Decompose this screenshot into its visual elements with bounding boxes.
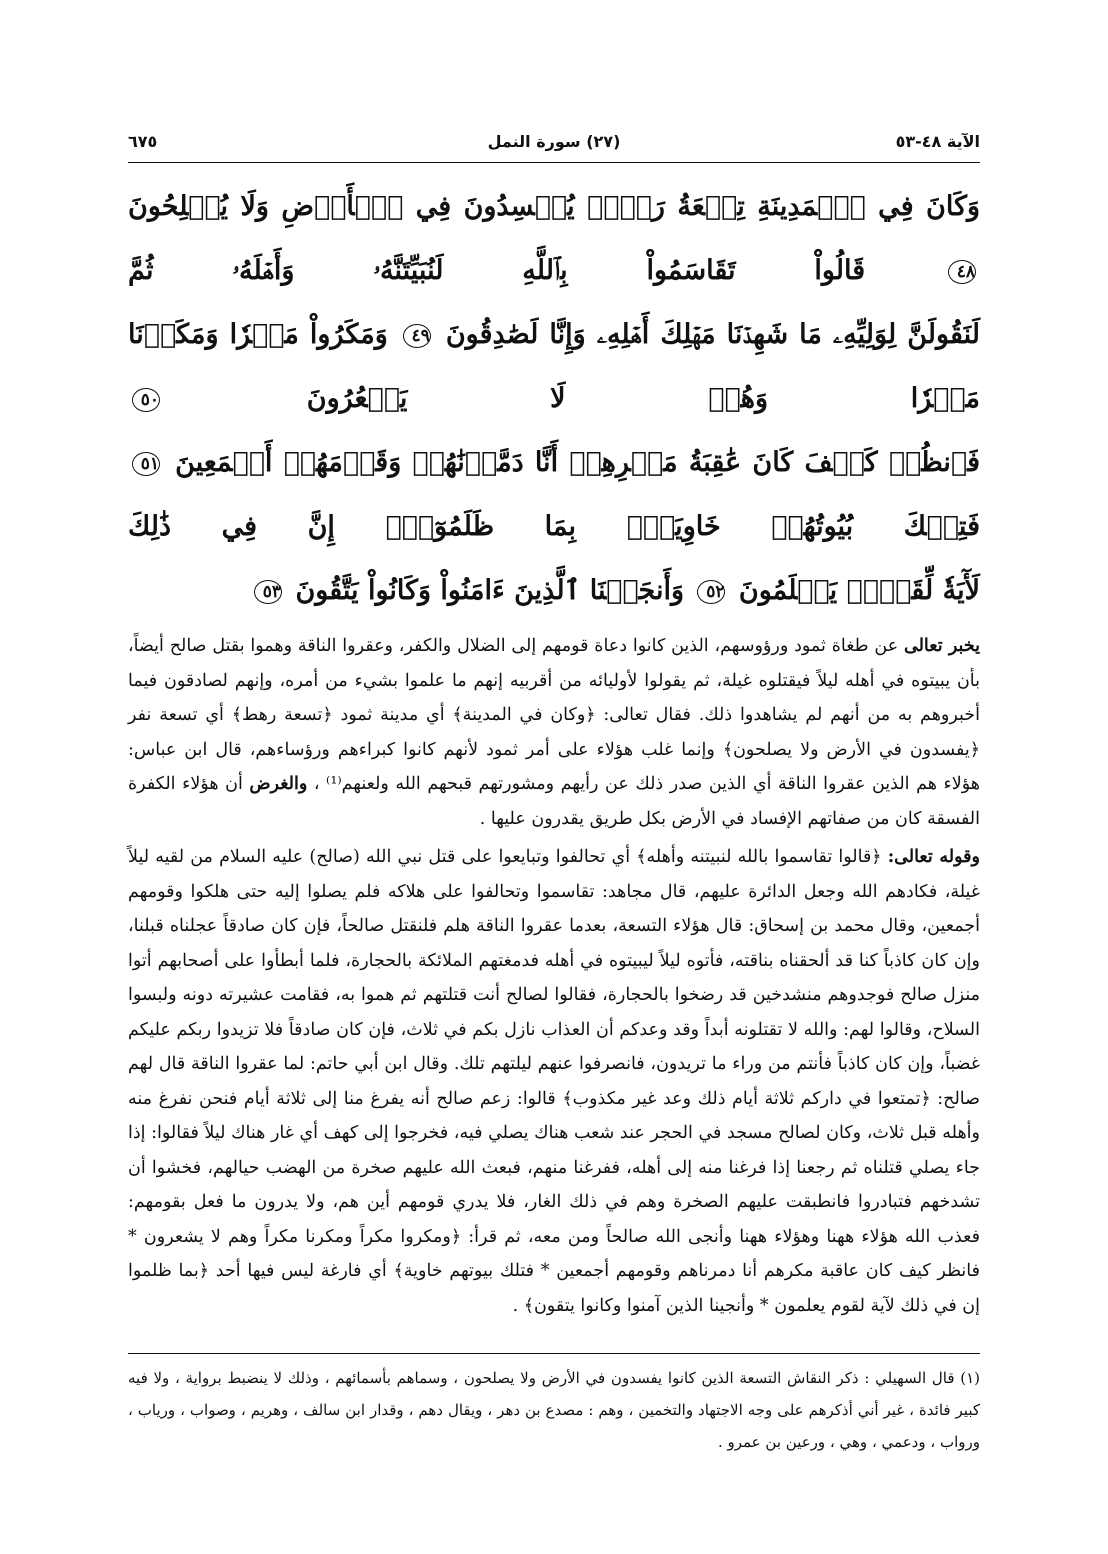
paragraph-text: أن هؤلاء الكفرة الفسقة كان من صفاتهم الإفساد في الأرض بكل طريق يقدرون عليها . — [128, 774, 980, 829]
tafsir-commentary — [128, 629, 980, 1323]
surah-title: (٢٧) سورة النمل — [487, 131, 621, 151]
ayah-number-mark: ٥٢ — [697, 580, 725, 604]
verse-range: الآية ٤٨-٥٣ — [895, 131, 980, 151]
quran-text: وَكَانَ فِي ٱلۡمَدِينَةِ تِسۡعَةُ رَهۡطٖ يُفۡسِدُونَ فِي ٱلۡأَرۡضِ وَلَا يُصۡلِحُونَ — [128, 191, 980, 222]
footnote-1: (١) قال السهيلي : ذكر النقاش التسعة الذين كانوا يفسدون في الأرض ولا يصلحون ، وسماهم بأسمائهم ، وذلك لا ينضبط برواية ، ولا فيه كبير فائدة ، غير أني أذكرهم على وجه الاجتهاد والتخمين ، وهم : مصدع بن دهر ، ويقال دهم ، وقدار ابن سالف ، وهريم ، وصواب ، ورياب ، ورواب ، ودعمي ، وهي ، ورعين بن عمرو . — [128, 1369, 980, 1451]
quran-text: لَأٓيَةٗ لِّقَوۡمٖ يَعۡلَمُونَ — [738, 575, 980, 606]
tafsir-paragraph — [128, 840, 980, 1323]
ayah-number-mark: ٥٠ — [132, 388, 160, 412]
quran-text: قَالُواْ تَقَاسَمُواْ بِٱللَّهِ لَنُبَيِّتَنَّهُۥ وَأَهۡلَهُۥ ثُمَّ — [128, 255, 866, 286]
footnote-divider — [128, 1353, 980, 1354]
quran-verses — [128, 175, 980, 623]
quran-line-3 — [128, 431, 980, 559]
book-page — [128, 126, 980, 1458]
running-header — [128, 126, 980, 163]
paragraph-text: ﴿قالوا تقاسموا بالله لنبيتنه وأهله﴾ أي تحالفوا وتبايعوا على قتل نبي الله (صالح) عليه السلام من لقيه ليلاً غيلة، فكادهم الله وجعل الدائرة عليهم، قال مجاهد: تقاسموا وتحالفوا على هلاكه فلم يصلوا إليه حتى هلكوا وقومهم أجمعين، وقال محمد بن إسحاق: قال هؤلاء التسعة، بعدما عقروا الناقة هلم فلنقتل صالحاً، فإن كان صادقاً عجلناه قبلنا، وإن كان كاذباً كنا قد ألحقناه بناقته، فأتوه ليلاً ليبيتوه في أهله فدمغتهم الملائكة بالحجارة، فلما أبطأوا على أصحابهم أتوا منزل صالح فوجدوهم منشدخين قد رضخوا بالحجارة، فقالوا لصالح أنت قتلتهم ثم هموا به، فقامت عشيرته دونه ولبسوا السلاح، وقالوا لهم: والله لا تقتلونه أبداً وقد وعدكم أن العذاب نازل بكم في ثلاث، فإن كان صادقاً فلا تزيدوا ربكم عليكم غضباً، وإن كان كاذباً فأنتم من وراء ما تريدون، فانصرفوا عنهم ليلتهم تلك. وقال ابن أبي حاتم: لما عقروا الناقة قال لهم صالح: ﴿تمتعوا في داركم ثلاثة أيام ذلك وعد غير مكذوب﴾ قالوا: زعم صالح أنه يفرغ منا إلى ثلاثة أيام فنحن نفرغ منه وأهله قبل ثلاث، وكان لصالح مسجد في الحجر عند شعب هناك يصلي فيه، فخرجوا إلى كهف أي غار هناك ليلاً فقالوا: إذا جاء يصلي قتلناه ثم رجعنا إذا فرغنا منه إلى أهله، ففرغنا منهم، فبعث الله عليهم صخرة من الهضب حيالهم، فخشوا أن تشدخهم فتبادروا فانطبقت عليهم الصخرة وهم في ذلك الغار، فلا يدري قومهم أين هم، ولا يدرون ما فعل بقومهم: فعذب الله هؤلاء ههنا وهؤلاء ههنا وأنجى الله صالحاً ومن معه، ثم قرأ: ﴿ومكروا مكراً ومكرنا مكراً وهم لا يشعرون * فانظر كيف كان عاقبة مكرهم أنا دمرناهم وقومهم أجمعين * فتلك بيوتهم خاوية﴾ أي فارغة ليس فيها أحد ﴿بما ظلموا إن في ذلك لآية لقوم يعلمون * وأنجينا الذين آمنوا وكانوا يتقون﴾ . — [128, 847, 980, 1316]
paragraph-lead: وقوله تعالى: — [887, 847, 980, 867]
footnotes — [128, 1362, 980, 1458]
page-number: ٦٧٥ — [128, 131, 158, 151]
quran-line-4 — [128, 559, 980, 623]
paragraph-lead: يخبر تعالى — [904, 636, 981, 656]
quran-text: لَنَقُولَنَّ لِوَلِيِّهِۦ مَا شَهِدۡنَا مَهۡلِكَ أَهۡلِهِۦ وَإِنَّا لَصَٰدِقُونَ — [445, 319, 980, 350]
quran-line-1 — [128, 175, 980, 303]
quran-line-2 — [128, 303, 980, 431]
ayah-number-mark: ٤٨ — [948, 260, 976, 284]
quran-text: وَأَنجَيۡنَا ٱلَّذِينَ ءَامَنُواْ وَكَانُواْ يَتَّقُونَ — [295, 575, 685, 606]
ayah-number-mark: ٤٩ — [403, 324, 431, 348]
ayah-number-mark: ٥٣ — [254, 580, 282, 604]
quran-text: فَٱنظُرۡ كَيۡفَ كَانَ عَٰقِبَةُ مَكۡرِهِمۡ أَنَّا دَمَّرۡنَٰهُمۡ وَقَوۡمَهُمۡ أَجۡمَعِينَ — [175, 447, 980, 478]
quran-text: فَتِلۡكَ بُيُوتُهُمۡ خَاوِيَةَۢ بِمَا ظَلَمُوٓاْۚ إِنَّ فِي ذَٰلِكَ — [128, 511, 980, 542]
ayah-number-mark: ٥١ — [132, 452, 160, 476]
tafsir-paragraph — [128, 629, 980, 836]
paragraph-text: عن طغاة ثمود ورؤوسهم، الذين كانوا دعاة قومهم إلى الضلال والكفر، وعقروا الناقة وهموا بقتل صالح أيضاً، بأن يبيتوه في أهله ليلاً فيقتلوه غيلة، ثم يقولوا لأوليائه من أقربيه إنهم ما علموا بشيء من أمره، وإنهم لصادقون فيما أخبروهم به من أنهم لم يشاهدوا ذلك. فقال تعالى: ﴿وكان في المدينة﴾ أي مدينة ثمود ﴿تسعة رهط﴾ أي تسعة نفر ﴿يفسدون في الأرض ولا يصلحون﴾ وإنما غلب هؤلاء على أمر ثمود لأنهم كانوا كبراءهم ورؤساءهم، قال ابن عباس: هؤلاء هم الذين عقروا الناقة أي الذين صدر ذلك عن رأيهم ومشورتهم قبحهم الله ولعنهم⁽¹⁾ ، — [128, 636, 980, 794]
quran-text: وَمَكَرُواْ مَكۡرٗا وَمَكَرۡنَا مَكۡرٗا وَهُمۡ لَا يَشۡعُرُونَ — [128, 319, 980, 414]
paragraph-lead: والغرض — [249, 774, 308, 794]
